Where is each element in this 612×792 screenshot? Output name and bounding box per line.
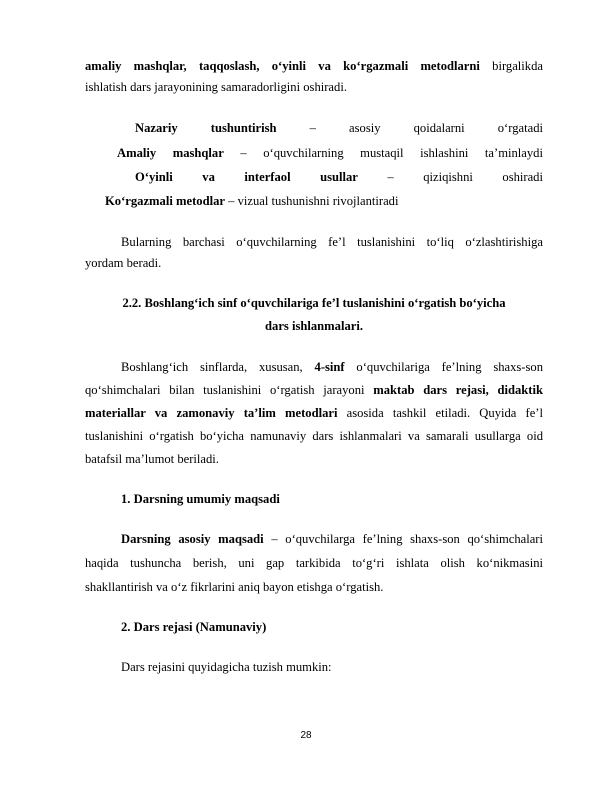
goal-line-1: [121, 531, 543, 547]
summary-line-2: yordam beradi.: [85, 256, 162, 270]
method-item-3: [135, 169, 543, 185]
text-run: Boshlang‘ich sinflarda, xususan,: [121, 360, 315, 374]
bold-phrase: amaliy mashqlar, taqqoslash, o‘yinli va ko‘rgazmali metodlarni: [85, 59, 480, 73]
text-run: – o‘quvchilarga fe’lning shaxs-son qo‘shimchalari: [263, 532, 543, 546]
intro-line-2: [85, 382, 543, 398]
goal-line-3: shakllantirish va o‘z fikrlarini aniq bayon etishga o‘rgatish.: [85, 580, 384, 594]
text-run: asosida tashkil etiladi. Quyida fe’l: [337, 406, 543, 420]
page-number: 28: [300, 730, 312, 741]
method-title: Amaliy mashqlar: [117, 146, 224, 160]
bold-phrase: maktab dars rejasi, didaktik: [373, 383, 543, 397]
continuation-line-1: [85, 58, 543, 74]
summary-line-1: Bularning barchasi o‘quvchilarning fe’l tuslanishini to‘liq o‘zlashtirishiga: [121, 235, 543, 249]
method-title: O‘yinli va interfaol usullar: [135, 170, 358, 184]
intro-line-4: tuslanishini o‘rgatish bo‘yicha namunaviy dars ishlanmalari va samarali usullarga oid: [85, 429, 543, 443]
goal-line-2: haqida tushuncha berish, uni gap tarkibida to‘g‘ri ishlata olish ko‘nikmasini: [85, 556, 543, 570]
intro-line-3: [85, 405, 543, 421]
bold-phrase: materiallar va zamonaviy ta’lim metodlari: [85, 406, 338, 420]
text-run: birgalikda: [479, 59, 543, 73]
method-desc: – qiziqishni oshiradi: [357, 170, 543, 184]
method-title: Ko‘rgazmali metodlar: [105, 194, 225, 208]
method-item-1: [135, 120, 543, 136]
method-item-4: [105, 193, 543, 209]
bold-phrase: 4-sinf: [314, 360, 345, 374]
intro-line-1: [121, 359, 543, 375]
subheading-1: 1. Darsning umumiy maqsadi: [121, 492, 280, 506]
bold-phrase: Darsning asosiy maqsadi: [121, 532, 264, 546]
method-desc: – vizual tushunishni rivojlantiradi: [224, 194, 399, 208]
method-title: Nazariy tushuntirish: [135, 121, 277, 135]
plan-intro: Dars rejasini quyidagicha tuzish mumkin:: [121, 660, 332, 674]
section-heading-line-1: 2.2. Boshlang‘ich sinf o‘quvchilariga fe’l tuslanishini o‘rgatish bo‘yicha: [122, 296, 506, 310]
intro-line-5: batafsil ma’lumot beriladi.: [85, 452, 219, 466]
method-desc: – o‘quvchilarning mustaqil ishlashini ta’minlaydi: [223, 146, 543, 160]
section-heading-line-2: dars ishlanmalari.: [265, 319, 363, 333]
method-desc: – asosiy qoidalarni o‘rgatadi: [276, 121, 543, 135]
text-run: o‘quvchilariga fe’lning shaxs-son: [344, 360, 543, 374]
subheading-2: 2. Dars rejasi (Namunaviy): [121, 620, 267, 634]
text-run: qo‘shimchalari bilan tuslanishini o‘rgatish jarayoni: [85, 383, 374, 397]
continuation-line-2: ishlatish dars jarayonining samaradorligini oshiradi.: [85, 80, 347, 94]
method-item-2: [117, 145, 543, 161]
